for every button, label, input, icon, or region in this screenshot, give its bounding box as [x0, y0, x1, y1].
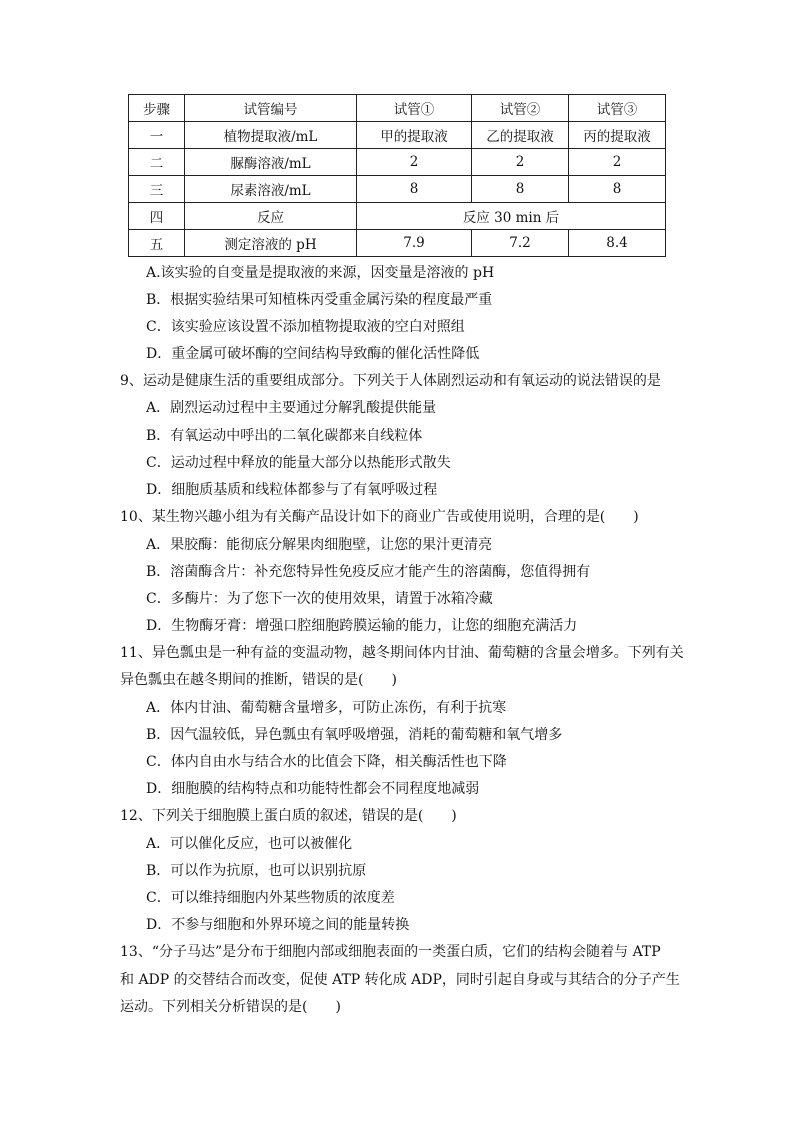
- table-cell: 乙的提取液: [472, 122, 569, 149]
- q8-option-c: C．该实验应该设置不添加植物提取液的空白对照组: [146, 319, 465, 335]
- table-cell-merged: 反应 30 min 后: [357, 203, 666, 230]
- table-header-row: [129, 95, 666, 122]
- table-cell: 8: [357, 176, 472, 203]
- q13-stem-continued: 和 ADP 的交替结合而改变，促使 ATP 转化成 ADP，同时引起自身或与其结合的分子产生: [120, 972, 680, 988]
- q12-option-c: C．可以维持细胞内外某些物质的浓度差: [146, 890, 395, 906]
- table-cell: 四: [129, 203, 185, 230]
- q11-option-b: B．因气温较低，异色瓢虫有氧呼吸增强，消耗的葡萄糖和氧气增多: [146, 727, 563, 743]
- q8-option-b: B．根据实验结果可知植株丙受重金属污染的程度最严重: [146, 292, 493, 308]
- q9-option-c: C．运动过程中释放的能量大部分以热能形式散失: [146, 455, 451, 471]
- q10-option-d: D．生物酶牙膏：增强口腔细胞跨膜运输的能力，让您的细胞充满活力: [146, 618, 578, 634]
- table-cell: 2: [472, 149, 569, 176]
- table-header-cell: 试管②: [472, 95, 569, 122]
- table-cell: 二: [129, 149, 185, 176]
- q12-option-a: A．可以催化反应，也可以被催化: [146, 836, 353, 852]
- table-cell: 测定溶液的 pH: [185, 230, 357, 257]
- table-row: [129, 230, 666, 257]
- table-cell: 丙的提取液: [569, 122, 666, 149]
- table-row: [129, 176, 666, 203]
- table-header-cell: 步骤: [129, 95, 185, 122]
- table-cell: 一: [129, 122, 185, 149]
- table-row: [129, 122, 666, 149]
- experiment-table: [128, 94, 666, 257]
- table-cell: 8: [472, 176, 569, 203]
- table-cell: 7.2: [472, 230, 569, 257]
- table-row: [129, 149, 666, 176]
- q10-stem: 10、某生物兴趣小组为有关酶产品设计如下的商业广告或使用说明，合理的是( ): [120, 509, 639, 525]
- table-cell: 反应: [185, 203, 357, 230]
- q11-option-c: C．体内自由水与结合水的比值会下降，相关酶活性也下降: [146, 754, 507, 770]
- table-cell: 五: [129, 230, 185, 257]
- table-header-cell: 试管编号: [185, 95, 357, 122]
- table-cell: 尿素溶液/mL: [185, 176, 357, 203]
- table-row: [129, 203, 666, 230]
- q9-option-d: D．细胞质基质和线粒体都参与了有氧呼吸过程: [146, 482, 438, 498]
- q9-stem: 9、运动是健康生活的重要组成部分。下列关于人体剧烈运动和有氧运动的说法错误的是: [120, 373, 661, 389]
- q11-option-a: A．体内甘油、葡萄糖含量增多，可防止冻伤，有利于抗寒: [146, 700, 507, 716]
- table-cell: 8: [569, 176, 666, 203]
- table-cell: 2: [569, 149, 666, 176]
- q8-option-a: A.该实验的自变量是提取液的来源，因变量是溶液的 pH: [146, 265, 495, 281]
- q12-option-d: D．不参与细胞和外界环境之间的能量转换: [146, 917, 410, 933]
- q13-stem-continued-2: 运动。下列相关分析错误的是( ): [120, 999, 341, 1015]
- table-header-cell: 试管③: [569, 95, 666, 122]
- q9-option-b: B．有氧运动中呼出的二氧化碳都来自线粒体: [146, 428, 423, 444]
- q11-option-d: D．细胞膜的结构特点和功能特性都会不同程度地减弱: [146, 781, 480, 797]
- q10-option-c: C．多酶片：为了您下一次的使用效果，请置于冰箱冷藏: [146, 591, 493, 607]
- table-cell: 三: [129, 176, 185, 203]
- q9-option-a: A．剧烈运动过程中主要通过分解乳酸提供能量: [146, 400, 437, 416]
- table-cell: 植物提取液/mL: [185, 122, 357, 149]
- table-cell: 7.9: [357, 230, 472, 257]
- table-cell: 脲酶溶液/mL: [185, 149, 357, 176]
- table-cell: 甲的提取液: [357, 122, 472, 149]
- table-cell: 8.4: [569, 230, 666, 257]
- q10-option-a: A．果胶酶：能彻底分解果肉细胞壁，让您的果汁更清亮: [146, 537, 493, 553]
- q8-option-d: D．重金属可破坏酶的空间结构导致酶的催化活性降低: [146, 346, 480, 362]
- q10-option-b: B．溶菌酶含片：补充您特异性免疫反应才能产生的溶菌酶，您值得拥有: [146, 564, 591, 580]
- q12-option-b: B．可以作为抗原，也可以识别抗原: [146, 863, 367, 879]
- table-header-cell: 试管①: [357, 95, 472, 122]
- q11-stem: 11、异色瓢虫是一种有益的变温动物，越冬期间体内甘油、葡萄糖的含量会增多。下列有关: [120, 645, 684, 661]
- q11-stem-continued: 异色瓢虫在越冬期间的推断，错误的是( ): [120, 672, 397, 688]
- table-cell: 2: [357, 149, 472, 176]
- q12-stem: 12、下列关于细胞膜上蛋白质的叙述，错误的是( ): [120, 808, 457, 824]
- q13-stem: 13、“分子马达”是分布于细胞内部或细胞表面的一类蛋白质，它们的结构会随着与 ATP: [120, 944, 661, 960]
